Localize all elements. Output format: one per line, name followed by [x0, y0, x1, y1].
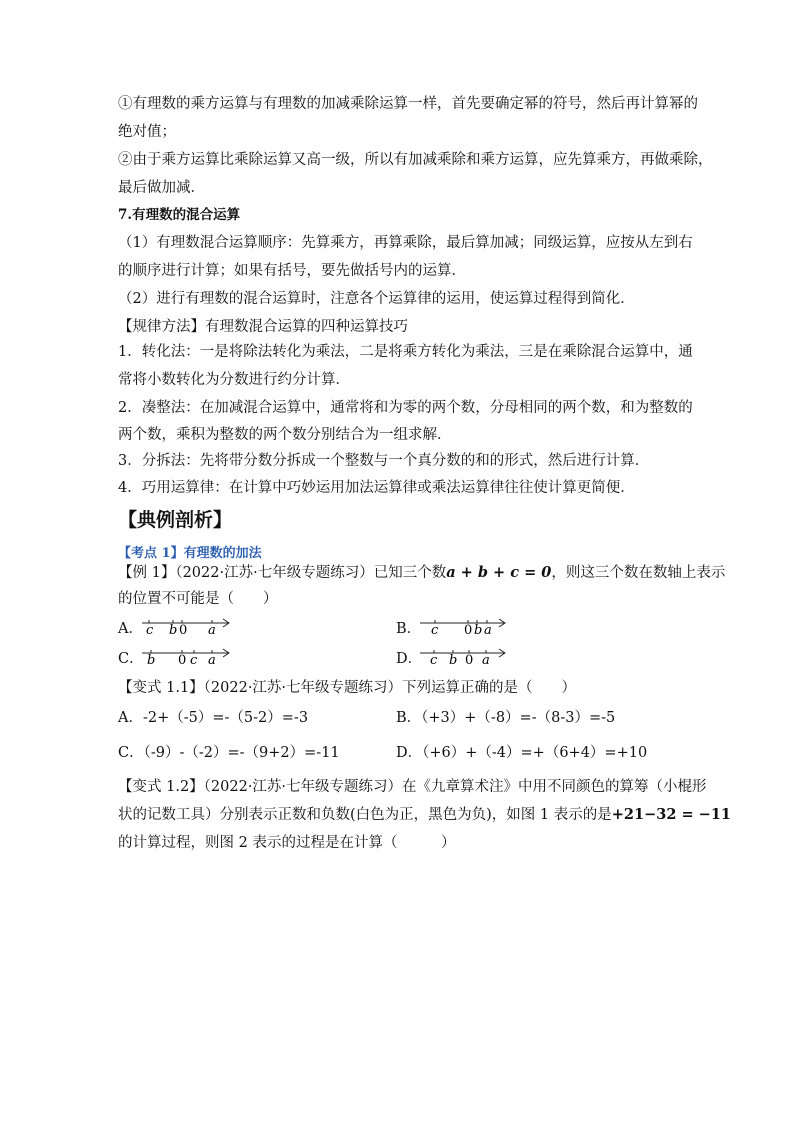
label-a: a	[482, 653, 490, 668]
example-1-prefix: 【例 1】（2022·江苏·七年级专题练习）已知三个数	[118, 565, 447, 581]
label-b: b	[474, 623, 483, 638]
section-7-title: 7.有理数的混合运算	[118, 207, 241, 223]
label-b: b	[169, 623, 178, 638]
rule-heading: 【规律方法】有理数混合运算的四种运算技巧	[118, 319, 408, 335]
variant-1-1-option-d: D．（+6）+（-4）=+（6+4）=+10	[396, 745, 648, 761]
label-c: c	[430, 653, 438, 668]
example-1-line-1	[118, 563, 725, 583]
option-d-number-line	[418, 642, 514, 666]
variant-1-2-equation: +21−32 = −11	[611, 806, 731, 823]
label-c: c	[146, 623, 154, 638]
intro-line-3: ②由于乘方运算比乘除运算又高一级，所以有加减乘除和乘方运算，应先算乘方，再做乘除，	[118, 152, 713, 168]
section-7-p2: （2）进行有理数的混合运算时，注意各个运算律的运用，使运算过程得到简化．	[118, 291, 635, 307]
intro-line-4: 最后做加减．	[118, 180, 205, 196]
option-c-label: C．	[118, 651, 144, 667]
variant-1-2-line-1: 【变式 1.2】（2022·江苏·七年级专题练习）在《九章算术注》中用不同颜色的算筹（小棍形	[118, 779, 707, 795]
label-b: b	[147, 653, 156, 668]
label-0: 0	[178, 653, 187, 668]
tip-4: 4．巧用运算律：在计算中巧妙运用加法运算律或乘法运算律往往使计算更简便．	[118, 480, 635, 496]
option-a-number-line	[140, 612, 236, 636]
variant-1-1-option-b: B．（+3）+（-8）=-（8-3）=-5	[396, 710, 616, 726]
kaodian-label: 【考点 1】有理数的加法	[118, 546, 262, 561]
label-0: 0	[179, 623, 188, 638]
tip-2b: 两个数，乘积为整数的两个数分别结合为一组求解．	[118, 427, 452, 443]
variant-1-2-text: 状的记数工具）分别表示正数和负数(白色为正，黑色为负)，如图 1 表示的是	[118, 807, 612, 823]
example-1-suffix: ，则这三个数在数轴上表示	[551, 565, 726, 581]
tip-3: 3．分拆法：先将带分数分拆成一个整数与一个真分数的和的形式，然后进行计算．	[118, 453, 650, 469]
section-heading: 【典例剖析】	[118, 509, 233, 531]
section-7-p1a: （1）有理数混合运算顺序：先算乘方，再算乘除，最后算加减；同级运算，应按从左到右	[118, 235, 693, 251]
variant-1-1-option-a: A．-2+（-5）=-（5-2）=-3	[118, 710, 309, 726]
variant-1-2-line-2	[118, 805, 731, 825]
tip-2a: 2．凑整法：在加减混合运算中，通常将和为零的两个数，分母相同的两个数，和为整数的	[118, 400, 693, 416]
label-0: 0	[465, 653, 474, 668]
option-b-number-line	[418, 612, 514, 636]
variant-1-2-line-3: 的计算过程，则图 2 表示的过程是在计算（ ）	[118, 835, 456, 851]
section-7-p1b: 的顺序进行计算；如果有括号，要先做括号内的运算．	[118, 263, 466, 279]
variant-1-1-question: 【变式 1.1】（2022·江苏·七年级专题练习）下列运算正确的是（ ）	[118, 680, 577, 696]
label-a: a	[484, 623, 492, 638]
intro-line-2: 绝对值；	[118, 124, 176, 140]
label-c: c	[190, 653, 198, 668]
example-1-equation: a + b + c = 0	[446, 564, 552, 581]
variant-1-1-option-c: C．（-9）-（-2）=-（9+2）=-11	[118, 745, 340, 761]
example-1-line-2: 的位置不可能是（ ）	[118, 591, 278, 607]
label-c: c	[431, 623, 439, 638]
label-a: a	[208, 623, 216, 638]
tip-1b: 常将小数转化为分数进行约分计算．	[118, 372, 350, 388]
intro-line-1: ①有理数的乘方运算与有理数的加减乘除运算一样，首先要确定幂的符号，然后再计算幂的	[118, 96, 698, 112]
label-a: a	[208, 653, 216, 668]
label-b: b	[449, 653, 458, 668]
option-c-number-line	[140, 642, 236, 666]
tip-1a: 1．转化法：一是将除法转化为乘法，二是将乘方转化为乘法，三是在乘除混合运算中，通	[118, 344, 693, 360]
option-b-label: B．	[396, 621, 422, 637]
option-a-label: A．	[118, 621, 143, 637]
label-0: 0	[464, 623, 473, 638]
option-d-label: D．	[396, 651, 423, 667]
